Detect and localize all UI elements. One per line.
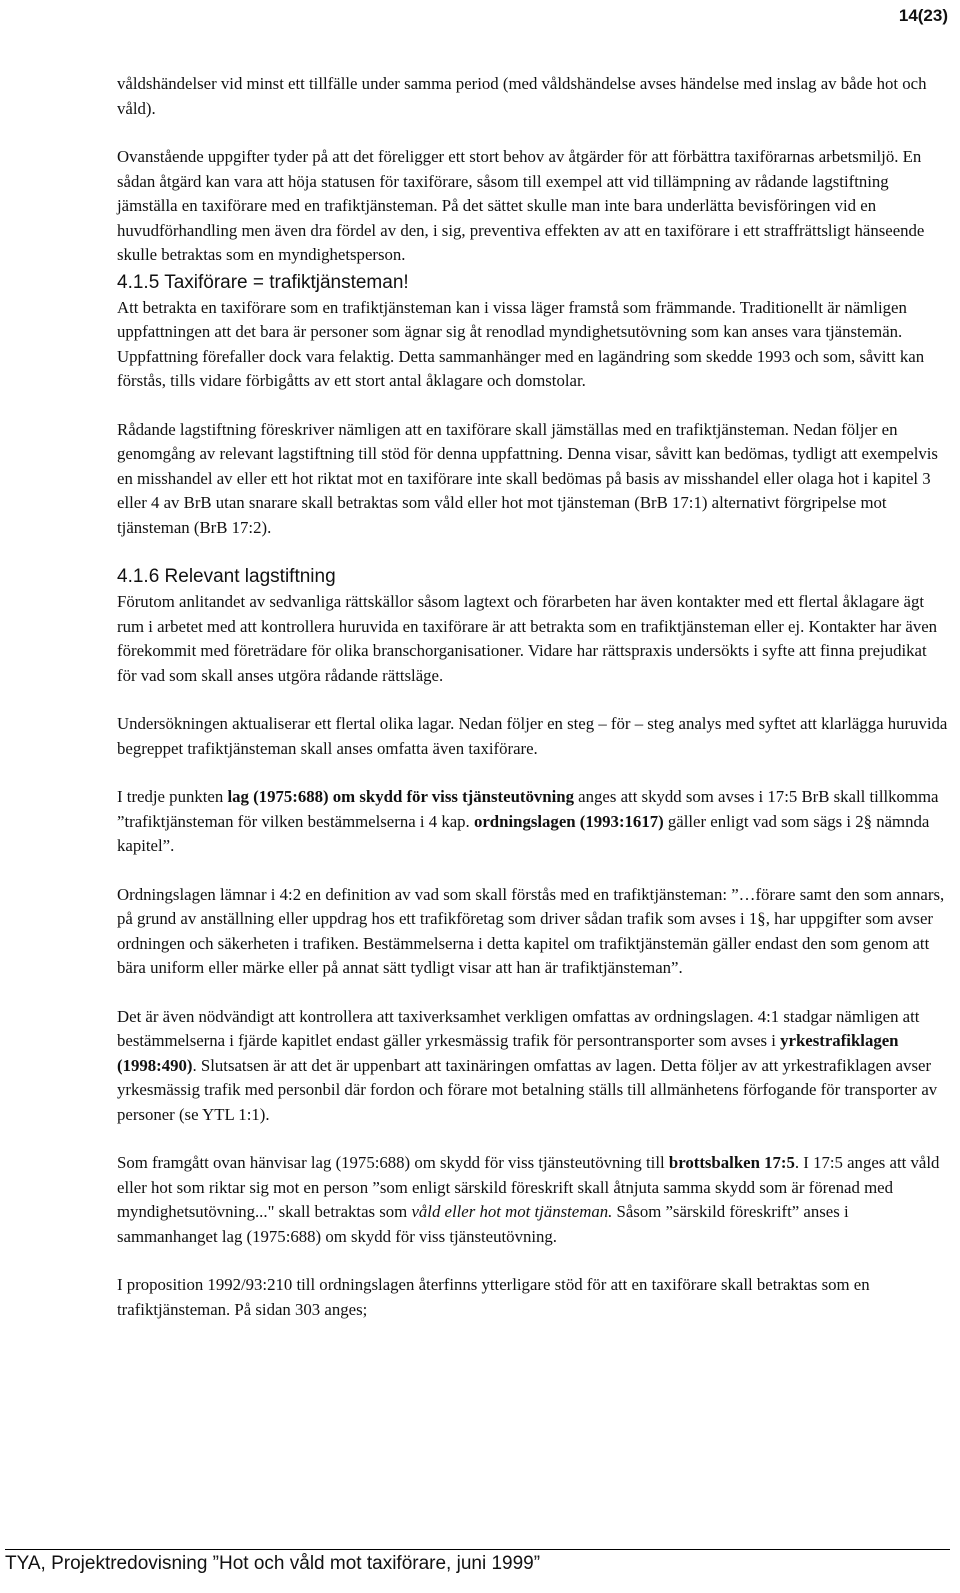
law-reference: lag (1975:688) om skydd för viss tjänsteutövning xyxy=(227,787,574,806)
law-reference: brottsbalken 17:5 xyxy=(668,1153,795,1172)
paragraph-7 xyxy=(117,785,949,859)
paragraph-1: våldshändelser vid minst ett tillfälle under samma period (med våldshändelse avses händelse med inslag av både hot och våld). xyxy=(117,74,927,118)
law-reference: yrkestrafiklagen (1998:490) xyxy=(117,1031,899,1075)
text-run: Som framgått ovan hänvisar lag (1975:688) om skydd för viss tjänsteutövning till xyxy=(117,1153,669,1172)
footer-divider xyxy=(5,1549,950,1550)
text-run: I tredje punkten xyxy=(117,787,228,806)
paragraph-8: Ordningslagen lämnar i 4:2 en definition av vad som skall förstås med en trafiktjänsteman: ”…förare samt den som annars, på grund av anställning eller uppdrag hos ett trafikföretag som driver sådan trafik som avses i 1§, har uppgifter som avser ordningen och säkerheten i trafiken. Bestämmelserna i detta kapitel om trafiktjänstemän gäller endast den som genom att bära uniform eller märke eller på annat sätt tydligt visar att han är trafiktjänsteman”. xyxy=(117,884,945,977)
page-footer: TYA, Projektredovisning ”Hot och våld mot taxiförare, juni 1999” xyxy=(5,1553,541,1574)
text-run: . Slutsatsen är att det är uppenbart att taxinäringen omfattas av lagen. Detta följer av att yrkestrafiklagen avser yrkesmässig trafik med personbil där fordon och förare mot betalning ställs till allmänhetens förfogande för transporter av personer (se YTL 1:1). xyxy=(117,1055,938,1124)
page-number: 14(23) xyxy=(898,6,948,25)
section-heading-4-1-6: 4.1.6 Relevant lagstiftning xyxy=(117,566,336,587)
paragraph-6: Undersökningen aktualiserar ett flertal olika lagar. Nedan följer en steg – för – steg analys med syftet att klarlägga huruvida begreppet trafiktjänsteman skall anses omfatta även taxiförare. xyxy=(117,714,948,758)
law-reference: ordningslagen (1993:1617) xyxy=(473,811,664,831)
paragraph-9 xyxy=(117,1005,949,1128)
paragraph-10 xyxy=(117,1151,949,1249)
document-body xyxy=(117,72,949,1346)
text-run: . I 17:5 anges att våld eller hot som riktar sig mot en person ”som enligt särskild föreskrift skall åtnjuta samma skydd som är förenad med myndighetsutövning..." skall betraktas som xyxy=(117,1153,940,1221)
paragraph-3: Att betrakta en taxiförare som en trafiktjänsteman kan i vissa läger framstå som främmande. Traditionellt är nämligen uppfattningen att det bara är personer som ägnar sig åt renodlad myndighetsutövning som kan anses vara tjänstemän. Uppfattning förefaller dock vara felaktig. Detta sammanhänger med en lagändring som skedde 1993 och som, såvitt kan förstås, tills vidare förbigåtts av ett stort antal åklagare och domstolar. xyxy=(117,297,925,390)
section-heading-4-1-5: 4.1.5 Taxiförare = trafiktjänsteman! xyxy=(117,271,409,293)
text-run: Såsom ”särskild föreskrift” anses i sammanhanget lag (1975:688) om skydd för viss tjänsteutövning. xyxy=(117,1202,849,1246)
paragraph-11: I proposition 1992/93:210 till ordningslagen återfinns ytterligare stöd för att en taxiförare skall betraktas som en trafiktjänsteman. På sidan 303 anges; xyxy=(117,1275,870,1319)
paragraph-4: Rådande lagstiftning föreskriver nämligen att en taxiförare skall jämställas med en trafiktjänsteman. Nedan följer en genomgång av relevant lagstiftning till stöd för denna uppfattning. Denna visar, såvitt kan bedömas, tydligt att exempelvis en misshandel av eller ett hot riktat mot en taxiförare inte skall bedömas på basis av misshandel eller olaga hot i kapitel 3 eller 4 av BrB utan snarare skall betraktas som våld eller hot mot tjänsteman (BrB 17:1) alternativt förgripelse mot tjänsteman (BrB 17:2). xyxy=(117,419,938,537)
paragraph-2: Ovanstående uppgifter tyder på att det föreligger ett stort behov av åtgärder för att förbättra taxiförarnas arbetsmiljö. En sådan åtgärd kan vara att höja statusen för taxiförare, såsom till exempel att vid tillämpning av rådande lagstiftning jämställa en taxiförare med en trafiktjänsteman. På det sättet skulle man inte bara underlätta bevisföringen vid en huvudförhandling men även dra fördel av den, i sig, preventiva effekten av att en taxiförare i ett straffrättsligt hänseende skulle betraktas som en myndighetsperson. xyxy=(117,147,925,264)
text-run: anges att skydd som avses i 17:5 BrB skall tillkomma ”trafiktjänsteman för vilken bestämmelserna i 4 kap. xyxy=(117,787,939,831)
text-run: Det är även nödvändigt att kontrollera att taxiverksamhet verkligen omfattas av ordningslagen. 4:1 stadgar nämligen att bestämmelserna i fjärde kapitlet endast gäller yrkesmässig trafik för persontransporter som avses i xyxy=(117,1006,920,1050)
text-run: gäller enligt vad som sägs i 2§ nämnda kapitel”. xyxy=(117,811,930,855)
paragraph-5: Förutom anlitandet av sedvanliga rättskällor såsom lagtext och förarbeten har även kontakter med ett flertal åklagare ägt rum i arbetet med att kontrollera huruvida en taxiförare är att betrakta som en trafiktjänsteman eller ej. Kontakter har även förekommit med företrädare för olika branschorganisationer. Vidare har rättspraxis undersökts i syfte att finna prejudikat för vad som skall anses utgöra rådande rättsläge. xyxy=(117,592,938,685)
emphasis: våld eller hot mot tjänsteman. xyxy=(411,1202,613,1221)
